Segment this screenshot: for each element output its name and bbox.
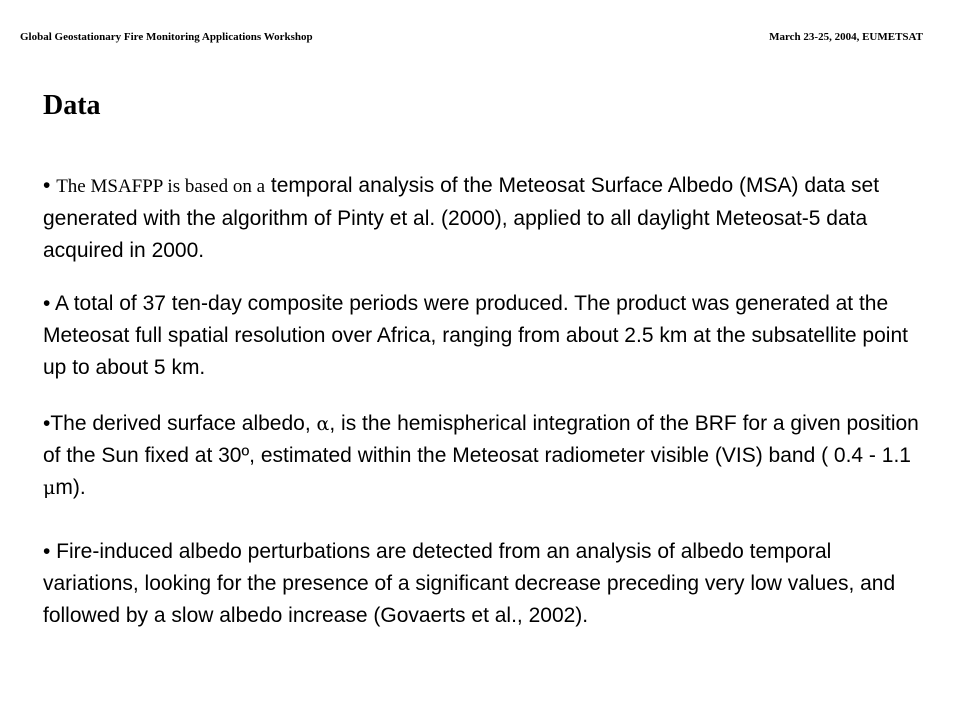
bullet: •: [43, 174, 51, 197]
page-title: Data: [43, 90, 101, 121]
paragraph-text: •The derived surface albedo,: [43, 412, 311, 435]
header-date-venue: March 23-25, 2004, EUMETSAT: [769, 31, 923, 43]
mu-symbol: μ: [43, 477, 56, 499]
header-workshop-title: Global Geostationary Fire Monitoring Applications Workshop: [20, 31, 313, 43]
paragraph-text: temporal analysis of the Meteosat Surface Albedo (MSA) data set generated with the algorithm of Pinty et al. (2000), applied to all daylight Meteosat-5 data acquired in 2000.: [43, 174, 880, 262]
paragraph-composite-periods: • A total of 37 ten-day composite periods were produced. The product was generated at the Meteosat full spatial resolution over Africa, ranging from about 2.5 km at the subsatellite point up to about 5 km.: [43, 292, 908, 379]
paragraph-msafpp-basis: [43, 170, 923, 267]
paragraph-lead-serif: The MSAFPP is based on a: [56, 176, 266, 197]
paragraph-fire-perturbations: • Fire-induced albedo perturbations are detected from an analysis of albedo temporal variations, looking for the presence of a significant decrease preceding very low values, and followed by a slow albedo increase (Govaerts et al., 2002).: [43, 540, 896, 627]
paragraph-text: m).: [55, 476, 86, 499]
alpha-symbol: α: [316, 413, 330, 435]
paragraph-text: , is the hemispherical integration of the BRF for a given position of the Sun fixed at 30º, estimated within the Meteosat radiometer visible (VIS) band ( 0.4 - 1.1: [43, 412, 919, 467]
paragraph-surface-albedo: [43, 408, 923, 504]
